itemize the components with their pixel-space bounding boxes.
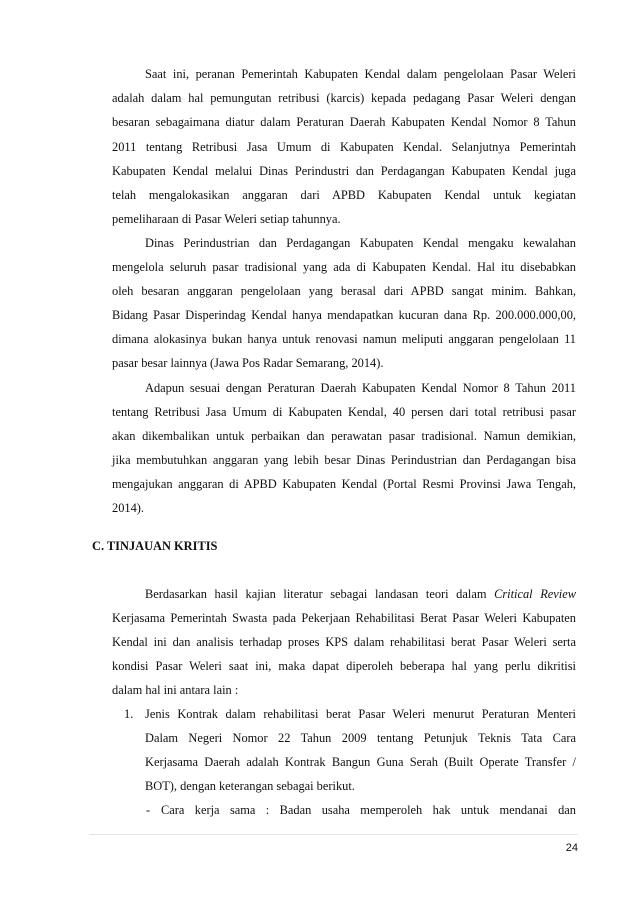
list-item-line: Jenis Kontrak dalam rehabilitasi berat Pasar Weleri menurut Peraturan Menteri <box>145 707 576 721</box>
paragraph-1-line: 2011 tentang Retribusi Jasa Umum di Kabupaten Kendal. Selanjutnya Pemerintah <box>112 140 576 154</box>
paragraph-2-line: mengelola seluruh pasar tradisional yang ada di Kabupaten Kendal. Hal itu disebabkan <box>112 260 576 274</box>
paragraph-2-line: pasar besar lainnya (Jawa Pos Radar Semarang, 2014). <box>112 356 384 370</box>
section-heading: C. TINJAUAN KRITIS <box>92 539 218 553</box>
paragraph-4-line: dalam hal ini antara lain : <box>112 683 239 697</box>
paragraph-1-line: Kabupaten Kendal melalui Dinas Perindustri dan Perdagangan Kabupaten Kendal juga <box>112 164 576 178</box>
paragraph-1-line: telah mengalokasikan anggaran dari APBD Kabupaten Kendal untuk kegiatan <box>112 188 576 202</box>
paragraph-3-line: tentang Retribusi Jasa Umum di Kabupaten Kendal, 40 persen dari total retribusi pasar <box>112 405 576 419</box>
paragraph-1-line: adalah dalam hal pemungutan retribusi (karcis) kepada pedagang Pasar Weleri dengan <box>112 91 576 105</box>
paragraph-4-italic-term: Critical Review <box>494 587 576 601</box>
paragraph-3-line: akan dikembalikan untuk perbaikan dan perawatan pasar tradisional. Namun demikian, <box>112 429 576 443</box>
paragraph-2-line: Bidang Pasar Disperindag Kendal hanya mendapatkan kucuran dana Rp. 200.000.000,00, <box>112 308 576 322</box>
footer-divider <box>89 834 578 835</box>
list-item-line: BOT), dengan keterangan sebagai berikut. <box>145 779 355 793</box>
paragraph-2-line: oleh besaran anggaran pengelolaan yang berasal dari APBD sangat minim. Bahkan, <box>112 284 576 298</box>
page-number: 24 <box>565 842 578 854</box>
paragraph-3-line: jika membutuhkan anggaran yang lebih besar Dinas Perindustrian dan Perdagangan bisa <box>112 453 576 467</box>
paragraph-4-line: kondisi Pasar Weleri saat ini, maka dapat diperoleh beberapa hal yang perlu dikritisi <box>112 659 576 673</box>
paragraph-3-line: Adapun sesuai dengan Peraturan Daerah Kabupaten Kendal Nomor 8 Tahun 2011 <box>145 381 576 395</box>
paragraph-4-text: Berdasarkan hasil kajian literatur sebagai landasan teori dalam <box>145 587 495 601</box>
paragraph-4-line: Kerjasama Pemerintah Swasta pada Pekerjaan Rehabilitasi Berat Pasar Weleri Kabupaten <box>112 611 576 625</box>
sub-item-dash: - <box>146 803 151 817</box>
paragraph-4-line: Kendal ini dan analisis terhadap proses KPS dalam rehabilitasi berat Pasar Weleri serta <box>112 635 576 649</box>
list-item-line: Dalam Negeri Nomor 22 Tahun 2009 tentang Petunjuk Teknis Tata Cara <box>145 731 576 745</box>
list-number: 1. <box>124 707 134 721</box>
list-item-line: Kerjasama Daerah adalah Kontrak Bangun Guna Serah (Built Operate Transfer / <box>145 755 576 769</box>
sub-item-line: Cara kerja sama : Badan usaha memperoleh hak untuk mendanai dan <box>161 803 576 817</box>
paragraph-3-line: 2014). <box>112 501 145 515</box>
paragraph-1-line: pemeliharaan di Pasar Weleri setiap tahunnya. <box>112 212 341 226</box>
paragraph-2-line: Dinas Perindustrian dan Perdagangan Kabupaten Kendal mengaku kewalahan <box>145 236 576 250</box>
paragraph-3-line: mengajukan anggaran di APBD Kabupaten Kendal (Portal Resmi Provinsi Jawa Tengah, <box>112 477 576 491</box>
paragraph-2-line: dimana alokasinya bukan hanya untuk renovasi namun meliputi anggaran pengelolaan 11 <box>112 332 576 346</box>
paragraph-1-line: besaran sebagaimana diatur dalam Peraturan Daerah Kabupaten Kendal Nomor 8 Tahun <box>112 115 576 129</box>
paragraph-4-line <box>145 586 576 602</box>
paragraph-1-line: Saat ini, peranan Pemerintah Kabupaten Kendal dalam pengelolaan Pasar Weleri <box>145 67 576 81</box>
